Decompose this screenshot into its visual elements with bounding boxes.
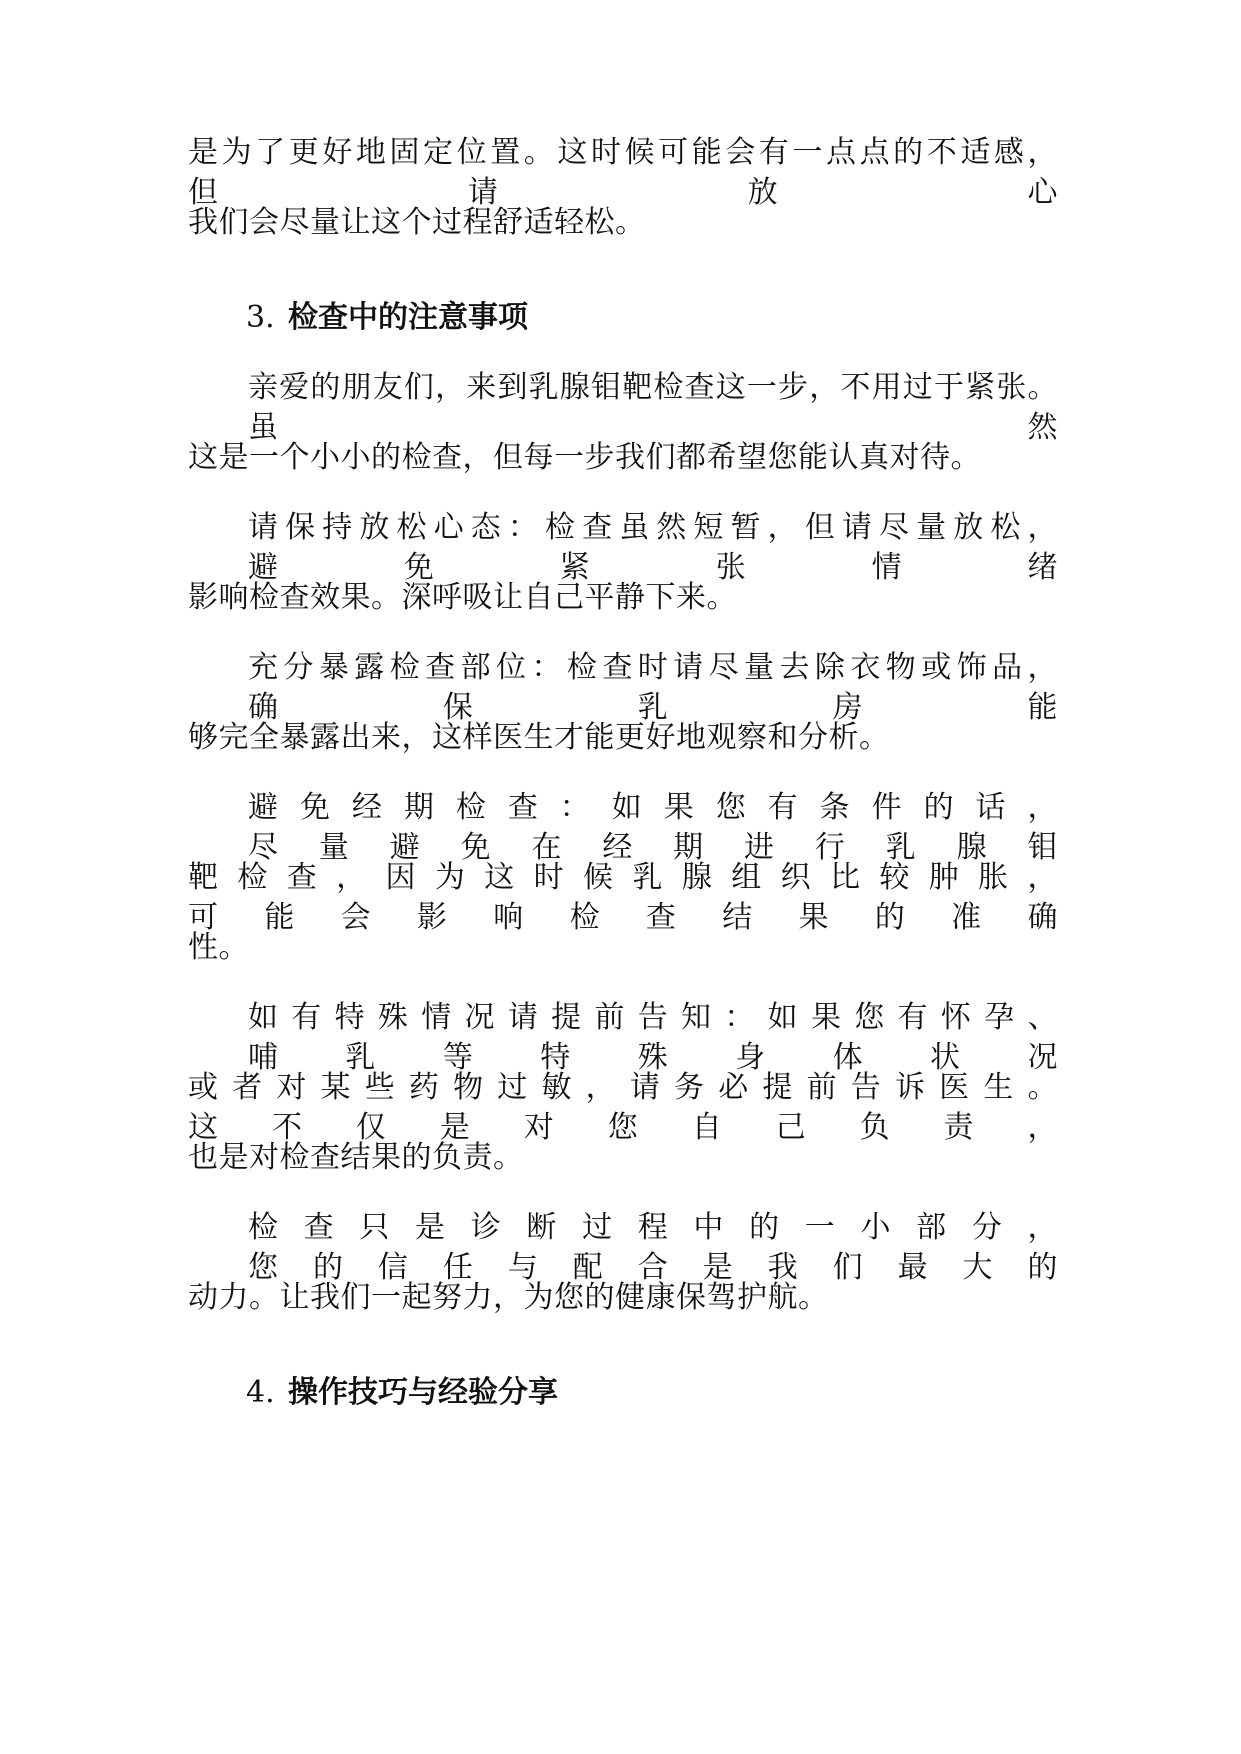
section-number: 3. [246,300,275,335]
paragraph-line: 亲爱的朋友们，来到乳腺钼靶检查这一步，不用过于紧张。虽然 [248,370,1058,445]
section-heading-4 [246,1373,558,1413]
section-number: 4. [246,1375,275,1410]
paragraph-line: 性。 [188,930,249,965]
paragraph-line: 请保持放松心态：检查虽然短暂，但请尽量放松，避免紧张情绪 [248,510,1058,585]
section-title: 操作技巧与经验分享 [288,1375,558,1410]
paragraph-line: 靶检查，因为这时候乳腺组织比较肿胀，可能会影响检查结果的准确 [188,860,1058,935]
paragraph-line: 这是一个小小的检查，但每一步我们都希望您能认真对待。 [188,440,981,475]
paragraph-line: 动力。让我们一起努力，为您的健康保驾护航。 [188,1280,829,1315]
paragraph-line: 充分暴露检查部位：检查时请尽量去除衣物或饰品，确保乳房能 [248,650,1058,725]
paragraph-line: 检查只是诊断过程中的一小部分，您的信任与配合是我们最大的 [248,1210,1058,1285]
section-title: 检查中的注意事项 [288,300,528,335]
paragraph-line: 影响检查效果。深呼吸让自己平静下来。 [188,580,737,615]
paragraph-line: 够完全暴露出来，这样医生才能更好地观察和分析。 [188,720,890,755]
paragraph-line: 或者对某些药物过敏，请务必提前告诉医生。这不仅是对您自己负责， [188,1070,1058,1145]
paragraph-line: 是为了更好地固定位置。这时候可能会有一点点的不适感，但请放心 [188,135,1058,210]
paragraph-line: 如有特殊情况请提前告知：如果您有怀孕、哺乳等特殊身体状况 [248,1000,1058,1075]
section-heading-3 [246,298,528,338]
paragraph-line: 我们会尽量让这个过程舒适轻松。 [188,205,646,240]
paragraph-line: 也是对检查结果的负责。 [188,1140,524,1175]
paragraph-line: 避免经期检查：如果您有条件的话，尽量避免在经期进行乳腺钼 [248,790,1058,865]
